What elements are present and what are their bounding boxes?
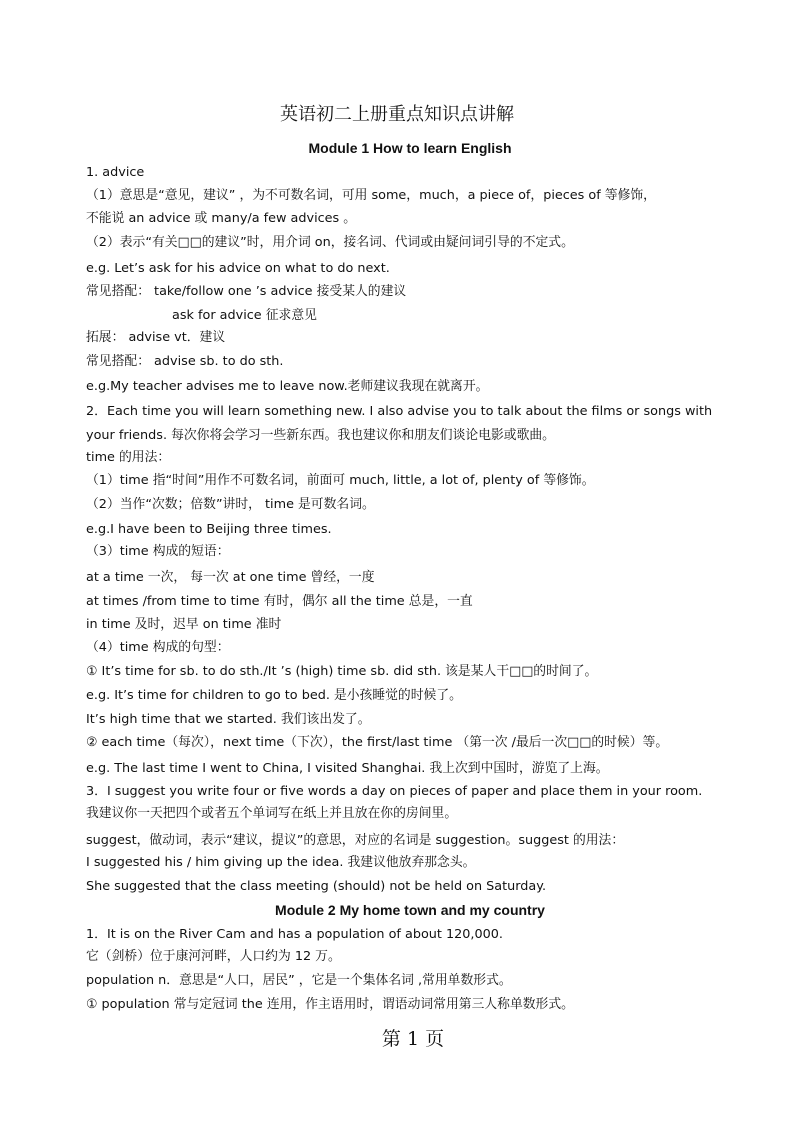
- text-line: e.g. It’s time for children to go to bed. 是小孩睡觉的时候了。: [86, 688, 462, 703]
- text-line: population n．意思是“人口，居民” ，它是一个集体名词 ,常用单数形式。: [86, 973, 512, 988]
- module-1-heading: Module 1 How to learn English: [308, 140, 512, 156]
- text-line: ask for advice 征求意见: [172, 308, 317, 323]
- text-line: at times /from time to time 有时，偶尔 all the time 总是，一直: [86, 594, 473, 609]
- text-line: at a time 一次， 每一次 at one time 曾经，一度: [86, 570, 375, 585]
- text-line: e.g.My teacher advises me to leave now.老师建议我现在就离开。: [86, 379, 489, 394]
- text-line: （3）time 构成的短语：: [86, 544, 230, 559]
- text-line: your friends. 每次你将会学习一些新东西。我也建议你和朋友们谈论电影或歌曲。: [86, 428, 555, 443]
- text-line: 我建议你一天把四个或者五个单词写在纸上并且放在你的房间里。: [86, 806, 458, 821]
- text-line: ② each time（每次），next time（下次），the first/last time （第一次 /最后一次□□的时候）等。: [86, 735, 669, 750]
- text-line: 3．I suggest you write four or five words a day on pieces of paper and place them in your room.: [86, 784, 703, 799]
- text-line: 2．Each time you will learn something new. I also advise you to talk about the films or songs with: [86, 404, 713, 419]
- text-line: 拓展： advise vt．建议: [86, 330, 226, 345]
- text-line: ① It’s time for sb. to do sth./It ’s (high) time sb. did sth. 该是某人干□□的时间了。: [86, 664, 598, 679]
- text-line: e.g. Let’s ask for his advice on what to do next.: [86, 261, 390, 276]
- text-line: 1. advice: [86, 165, 145, 180]
- text-line: I suggested his / him giving up the idea. 我建议他放弃那念头。: [86, 855, 476, 870]
- text-line: （1）意思是“意见，建议” ，为不可数名词，可用 some，much，a piece of，pieces of 等修饰，: [86, 188, 656, 203]
- page-number: 第 1 页: [381, 1028, 445, 1050]
- text-line: ① population 常与定冠词 the 连用，作主语用时，谓语动词常用第三人称单数形式。: [86, 997, 574, 1012]
- text-line: time 的用法：: [86, 450, 171, 465]
- text-line: 1．It is on the River Cam and has a population of about 120,000.: [86, 927, 503, 942]
- text-line: in time 及时，迟早 on time 准时: [86, 617, 282, 632]
- page-title: 英语初二上册重点知识点讲解: [280, 104, 514, 125]
- text-line: It’s high time that we started. 我们该出发了。: [86, 712, 371, 727]
- text-line: She suggested that the class meeting (should) not be held on Saturday.: [86, 879, 547, 894]
- text-line: e.g.I have been to Beijing three times.: [86, 522, 332, 537]
- text-line: （2）当作“次数；倍数”讲时， time 是可数名词。: [86, 497, 375, 512]
- text-line: （1）time 指“时间”用作不可数名词，前面可 much, little, a lot of, plenty of 等修饰。: [86, 473, 595, 488]
- text-line: 不能说 an advice 或 many/a few advices 。: [86, 211, 357, 226]
- text-line: suggest，做动词，表示“建议，提议”的意思，对应的名词是 suggestion。suggest 的用法：: [86, 833, 625, 848]
- text-line: e.g. The last time I went to China, I visited Shanghai. 我上次到中国时，游览了上海。: [86, 761, 609, 776]
- text-line: 常见搭配： take/follow one ’s advice 接受某人的建议: [86, 284, 407, 299]
- text-line: 它（剑桥）位于康河河畔，人口约为 12 万。: [86, 949, 341, 964]
- text-line: 常见搭配： advise sb. to do sth.: [86, 354, 284, 369]
- text-line: （2）表示“有关□□的建议”时，用介词 on，接名词、代词或由疑问词引导的不定式。: [86, 235, 574, 250]
- module-2-heading: Module 2 My home town and my country: [275, 902, 545, 918]
- text-line: （4）time 构成的句型：: [86, 640, 230, 655]
